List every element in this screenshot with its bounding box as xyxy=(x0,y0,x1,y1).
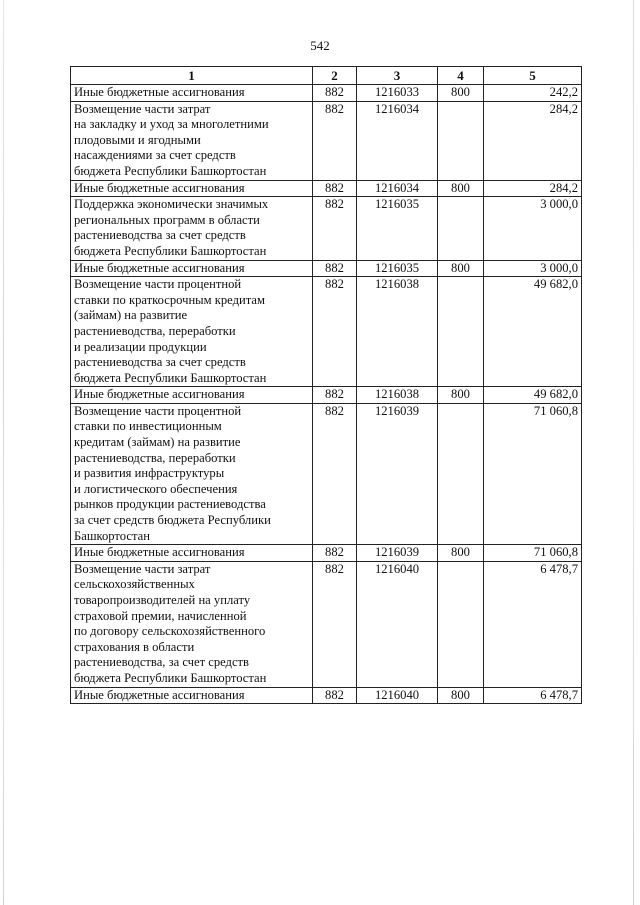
table-row xyxy=(71,180,582,197)
row-name-line: растениеводства, переработки xyxy=(74,450,236,465)
table-row xyxy=(71,687,582,704)
row-name-line: бюджета Республики Башкортостан xyxy=(74,243,267,258)
column-header-3: 3 xyxy=(357,67,438,85)
row-name-line: бюджета Республики Башкортостан xyxy=(74,163,267,178)
row-expense-type xyxy=(438,101,484,180)
row-name-cell xyxy=(71,260,313,277)
row-name-line: на закладку и уход за многолетними xyxy=(74,117,269,132)
row-target-article: 1216038 xyxy=(357,277,438,387)
row-name-line: ставки по краткосрочным кредитам xyxy=(74,292,265,307)
row-name-line: Возмещение части затрат xyxy=(74,561,211,576)
row-name-line: Иные бюджетные ассигнования xyxy=(74,180,245,195)
table-row xyxy=(71,101,582,180)
row-amount: 49 682,0 xyxy=(484,277,582,387)
row-chapter-code: 882 xyxy=(313,260,357,277)
page-number: 542 xyxy=(310,38,330,53)
row-amount: 284,2 xyxy=(484,180,582,197)
row-target-article: 1216040 xyxy=(357,687,438,704)
table-row xyxy=(71,277,582,387)
row-expense-type: 800 xyxy=(438,180,484,197)
row-chapter-code: 882 xyxy=(313,180,357,197)
row-amount: 242,2 xyxy=(484,85,582,102)
row-name-cell xyxy=(71,387,313,404)
row-chapter-code: 882 xyxy=(313,101,357,180)
row-amount: 71 060,8 xyxy=(484,403,582,544)
column-header-1: 1 xyxy=(71,67,313,85)
table-row xyxy=(71,403,582,544)
row-expense-type: 800 xyxy=(438,387,484,404)
row-chapter-code: 882 xyxy=(313,687,357,704)
row-name-cell xyxy=(71,545,313,562)
row-name-line: насаждениями за счет средств xyxy=(74,148,236,163)
budget-table xyxy=(70,66,582,704)
row-target-article: 1216038 xyxy=(357,387,438,404)
row-target-article: 1216033 xyxy=(357,85,438,102)
row-name-line: растениеводства за счет средств xyxy=(74,228,246,243)
row-name-cell xyxy=(71,277,313,387)
row-expense-type: 800 xyxy=(438,85,484,102)
row-name-line: и развития инфраструктуры xyxy=(74,466,225,481)
row-name-line: за счет средств бюджета Республики xyxy=(74,513,271,528)
scan-edge-right xyxy=(633,0,634,905)
row-target-article: 1216034 xyxy=(357,180,438,197)
table-row xyxy=(71,260,582,277)
column-header-5: 5 xyxy=(484,67,582,85)
scan-edge-left xyxy=(3,0,4,905)
table-row xyxy=(71,387,582,404)
row-expense-type xyxy=(438,403,484,544)
row-target-article: 1216034 xyxy=(357,101,438,180)
row-name-line: и логистического обеспечения xyxy=(74,481,238,496)
row-name-line: по договору сельскохозяйственного xyxy=(74,624,266,639)
row-expense-type: 800 xyxy=(438,687,484,704)
row-name-line: растениеводства, переработки xyxy=(74,323,236,338)
row-name-line: страховой премии, начисленной xyxy=(74,608,247,623)
row-target-article: 1216039 xyxy=(357,403,438,544)
header-row xyxy=(71,67,582,85)
row-name-line: и реализации продукции xyxy=(74,339,207,354)
row-target-article: 1216039 xyxy=(357,545,438,562)
column-header-4: 4 xyxy=(438,67,484,85)
column-header-2: 2 xyxy=(313,67,357,85)
row-expense-type: 800 xyxy=(438,545,484,562)
row-name-line: плодовыми и ягодными xyxy=(74,132,201,147)
row-amount: 6 478,7 xyxy=(484,687,582,704)
row-expense-type: 800 xyxy=(438,260,484,277)
row-chapter-code: 882 xyxy=(313,403,357,544)
row-name-line: Иные бюджетные ассигнования xyxy=(74,687,245,702)
row-name-line: региональных программ в области xyxy=(74,212,260,227)
row-chapter-code: 882 xyxy=(313,197,357,260)
row-chapter-code: 882 xyxy=(313,387,357,404)
row-name-line: (займам) на развитие xyxy=(74,308,188,323)
table-row xyxy=(71,85,582,102)
row-name-cell xyxy=(71,687,313,704)
row-name-line: рынков продукции растениеводства xyxy=(74,497,266,512)
row-amount: 6 478,7 xyxy=(484,561,582,687)
row-expense-type xyxy=(438,561,484,687)
row-amount: 284,2 xyxy=(484,101,582,180)
row-name-line: Иные бюджетные ассигнования xyxy=(74,387,245,402)
row-target-article: 1216035 xyxy=(357,197,438,260)
row-amount: 71 060,8 xyxy=(484,545,582,562)
table-row xyxy=(71,197,582,260)
row-amount: 49 682,0 xyxy=(484,387,582,404)
row-amount: 3 000,0 xyxy=(484,197,582,260)
row-name-cell xyxy=(71,561,313,687)
row-target-article: 1216035 xyxy=(357,260,438,277)
row-target-article: 1216040 xyxy=(357,561,438,687)
table-row xyxy=(71,545,582,562)
row-name-line: кредитам (займам) на развитие xyxy=(74,435,241,450)
row-name-line: ставки по инвестиционным xyxy=(74,419,222,434)
row-name-line: Возмещение части процентной xyxy=(74,403,242,418)
row-name-line: Иные бюджетные ассигнования xyxy=(74,85,245,99)
row-name-line: сельскохозяйственных xyxy=(74,577,195,592)
row-chapter-code: 882 xyxy=(313,545,357,562)
row-name-line: Иные бюджетные ассигнования xyxy=(74,260,245,275)
row-amount: 3 000,0 xyxy=(484,260,582,277)
row-chapter-code: 882 xyxy=(313,277,357,387)
row-name-line: бюджета Республики Башкортостан xyxy=(74,370,267,385)
row-name-line: Возмещение части затрат xyxy=(74,101,211,116)
row-name-line: Возмещение части процентной xyxy=(74,277,242,292)
row-name-line: Поддержка экономически значимых xyxy=(74,197,269,212)
row-name-line: товаропроизводителей на уплату xyxy=(74,593,251,607)
table-body xyxy=(71,85,582,704)
row-name-cell xyxy=(71,85,313,102)
row-name-cell xyxy=(71,403,313,544)
row-name-cell xyxy=(71,197,313,260)
row-expense-type xyxy=(438,197,484,260)
row-name-line: Башкортостан xyxy=(74,528,150,543)
table-row xyxy=(71,561,582,687)
row-name-cell xyxy=(71,101,313,180)
row-name-line: Иные бюджетные ассигнования xyxy=(74,545,245,560)
row-expense-type xyxy=(438,277,484,387)
row-name-line: растениеводства за счет средств xyxy=(74,355,246,370)
row-name-line: бюджета Республики Башкортостан xyxy=(74,670,267,685)
row-name-line: растениеводства, за счет средств xyxy=(74,655,249,670)
row-name-line: страхования в области xyxy=(74,639,195,654)
row-chapter-code: 882 xyxy=(313,85,357,102)
row-name-cell xyxy=(71,180,313,197)
row-chapter-code: 882 xyxy=(313,561,357,687)
